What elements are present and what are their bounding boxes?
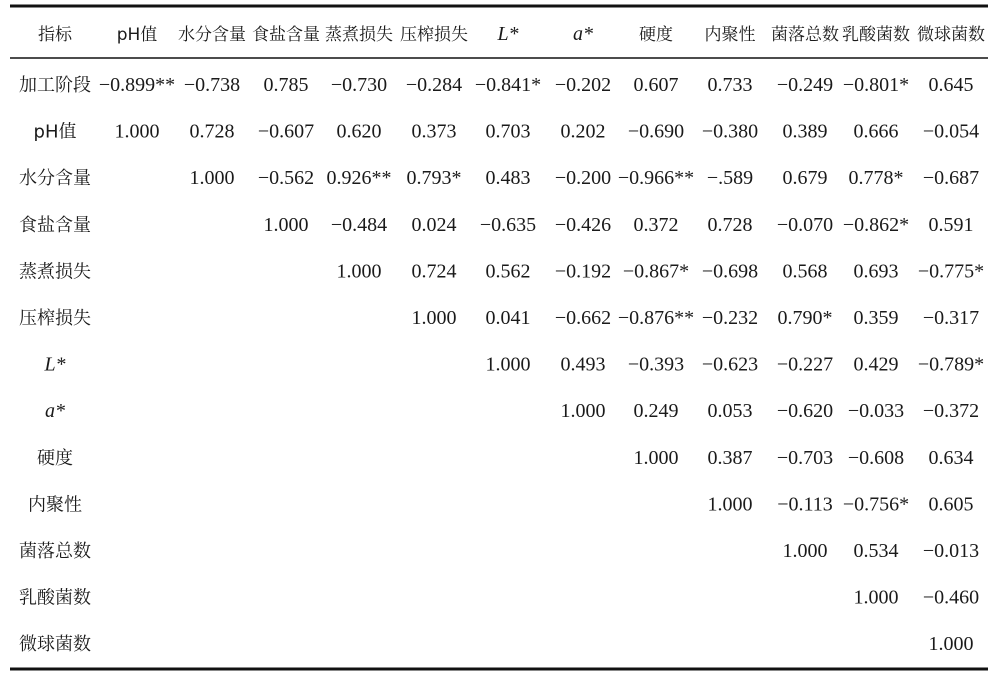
column-header: 硬度 — [639, 25, 673, 45]
column-header: 指标 — [38, 25, 72, 45]
table-row — [19, 633, 974, 655]
table-cell: −0.227 — [776, 353, 834, 376]
table-cell: 0.620 — [336, 120, 382, 143]
table-cell: 0.024 — [411, 213, 457, 236]
table-row — [19, 74, 974, 96]
table-cell: 0.249 — [633, 400, 679, 423]
table-cell: 0.778* — [848, 167, 904, 190]
table-cell: −0.202 — [554, 74, 612, 96]
table-body — [19, 74, 984, 655]
table-cell: −0.484 — [330, 213, 388, 236]
table-cell: 0.607 — [633, 74, 679, 96]
table-cell: 0.372 — [633, 213, 679, 236]
table-row — [43, 354, 984, 376]
table-row — [19, 540, 979, 562]
table-cell: −0.789* — [917, 353, 985, 376]
row-label: 硬度 — [37, 447, 73, 469]
table-cell: −0.562 — [257, 167, 315, 190]
table-cell: 1.000 — [928, 633, 974, 656]
table-cell: 0.534 — [853, 540, 899, 562]
table-cell: −0.841* — [474, 74, 542, 96]
table-cell: −.589 — [706, 167, 754, 190]
table-cell: −0.317 — [922, 307, 980, 329]
table-cell: 0.562 — [485, 260, 531, 283]
column-header: 乳酸菌数 — [842, 25, 910, 45]
table-cell: 0.605 — [928, 493, 974, 516]
table-cell: 1.000 — [189, 167, 235, 190]
table-cell: 0.568 — [782, 260, 828, 283]
table-cell: −0.756* — [842, 493, 910, 516]
table-cell: 0.790* — [777, 307, 833, 329]
table-cell: −0.730 — [330, 74, 388, 96]
table-cell: −0.249 — [776, 74, 834, 96]
table-cell: 0.483 — [485, 167, 531, 190]
table-cell: 1.000 — [707, 493, 753, 516]
table-cell: 0.389 — [782, 120, 828, 143]
table-cell: 0.728 — [707, 213, 753, 236]
table-cell: 0.728 — [189, 120, 235, 143]
table-cell: 1.000 — [336, 260, 382, 283]
table-cell: 0.053 — [707, 400, 753, 423]
table-cell: 0.387 — [707, 446, 753, 469]
table-cell: −0.703 — [776, 446, 834, 469]
table-cell: −0.607 — [257, 120, 315, 143]
table-cell: −0.113 — [777, 493, 833, 516]
table-cell: 0.041 — [485, 307, 531, 329]
table-cell: −0.687 — [922, 167, 980, 190]
table-cell: −0.013 — [922, 540, 980, 562]
table-cell: −0.608 — [847, 446, 905, 469]
column-header: L* — [497, 23, 519, 45]
row-label: pH值 — [33, 121, 77, 143]
table-cell: 1.000 — [114, 120, 160, 143]
table-cell: −0.192 — [554, 260, 612, 283]
table-cell: 1.000 — [782, 540, 828, 562]
table-cell: 0.724 — [411, 260, 457, 283]
table-cell: 0.429 — [853, 353, 899, 376]
column-header: 食盐含量 — [252, 25, 320, 45]
table-row — [45, 400, 979, 422]
column-header: 菌落总数 — [771, 25, 839, 45]
table-cell: −0.623 — [701, 353, 759, 376]
table-cell: −0.054 — [922, 120, 980, 143]
column-header: pH值 — [116, 25, 158, 45]
table-cell: −0.033 — [847, 400, 905, 423]
table-cell: 0.666 — [853, 120, 899, 143]
table-cell: −0.635 — [479, 213, 537, 236]
table-cell: −0.070 — [776, 213, 834, 236]
table-row — [19, 587, 979, 609]
column-header: a* — [573, 23, 593, 45]
table-cell: −0.775* — [917, 260, 985, 283]
row-label: L* — [44, 353, 66, 376]
table-cell: −0.200 — [554, 167, 612, 190]
table-cell: −0.393 — [627, 353, 685, 376]
table-row — [19, 260, 984, 282]
table-cell: −0.460 — [922, 586, 980, 609]
row-label: 菌落总数 — [19, 541, 91, 562]
table-cell: 0.926** — [326, 167, 392, 190]
column-header: 内聚性 — [704, 25, 756, 45]
table-cell: −0.284 — [405, 74, 463, 96]
table-row — [19, 214, 974, 236]
row-label: 内聚性 — [28, 494, 82, 516]
table-cell: 1.000 — [263, 213, 309, 236]
table-cell: 0.793* — [406, 167, 462, 190]
column-header: 微球菌数 — [917, 25, 985, 45]
table-cell: 0.733 — [707, 74, 753, 96]
table-cell: 0.373 — [411, 120, 457, 143]
table-cell: −0.738 — [183, 74, 241, 96]
table-cell: 0.359 — [853, 307, 899, 329]
table-header — [38, 23, 985, 45]
table-cell: 0.679 — [782, 167, 828, 190]
table-cell: 1.000 — [411, 307, 457, 329]
table-cell: −0.372 — [922, 400, 980, 423]
table-row — [19, 167, 979, 189]
table-row — [34, 121, 980, 143]
row-label: 微球菌数 — [19, 634, 91, 656]
table-cell: 1.000 — [485, 353, 531, 376]
table-cell: −0.876** — [617, 307, 695, 329]
table-cell: 0.202 — [560, 120, 606, 143]
table-cell: −0.966** — [617, 167, 695, 190]
table-cell: −0.620 — [776, 400, 834, 423]
table-cell: 0.493 — [560, 353, 606, 376]
table-cell: −0.867* — [622, 260, 690, 283]
table-cell: −0.899** — [98, 74, 176, 96]
table-cell: 0.634 — [928, 446, 974, 469]
table-cell: −0.232 — [701, 307, 759, 329]
table-cell: −0.862* — [842, 213, 910, 236]
table-cell: −0.801* — [842, 74, 910, 96]
table-cell: 1.000 — [853, 586, 899, 609]
row-label: 水分含量 — [19, 168, 91, 190]
table-cell: −0.698 — [701, 260, 759, 283]
table-row — [37, 447, 974, 469]
table-cell: −0.380 — [701, 120, 759, 143]
table-cell: 0.703 — [485, 120, 531, 143]
row-label: 压榨损失 — [19, 308, 91, 329]
row-label: 食盐含量 — [19, 214, 91, 236]
row-label: a* — [45, 400, 65, 423]
row-label: 乳酸菌数 — [19, 587, 91, 609]
table-cell: −0.662 — [554, 307, 612, 329]
row-label: 加工阶段 — [19, 75, 91, 96]
table-cell: 0.645 — [928, 74, 974, 96]
table-cell: −0.690 — [627, 120, 685, 143]
table-cell: 1.000 — [633, 446, 679, 469]
table-cell: −0.426 — [554, 213, 612, 236]
table-cell: 0.591 — [928, 213, 974, 236]
table-cell: 0.693 — [853, 260, 899, 283]
table-row — [28, 493, 974, 515]
table-cell: 1.000 — [560, 400, 606, 423]
row-label: 蒸煮损失 — [19, 261, 91, 283]
column-header: 水分含量 — [178, 25, 246, 45]
table-row — [19, 307, 979, 329]
column-header: 蒸煮损失 — [325, 25, 393, 45]
column-header: 压榨损失 — [400, 25, 468, 45]
table-cell: 0.785 — [263, 74, 309, 96]
